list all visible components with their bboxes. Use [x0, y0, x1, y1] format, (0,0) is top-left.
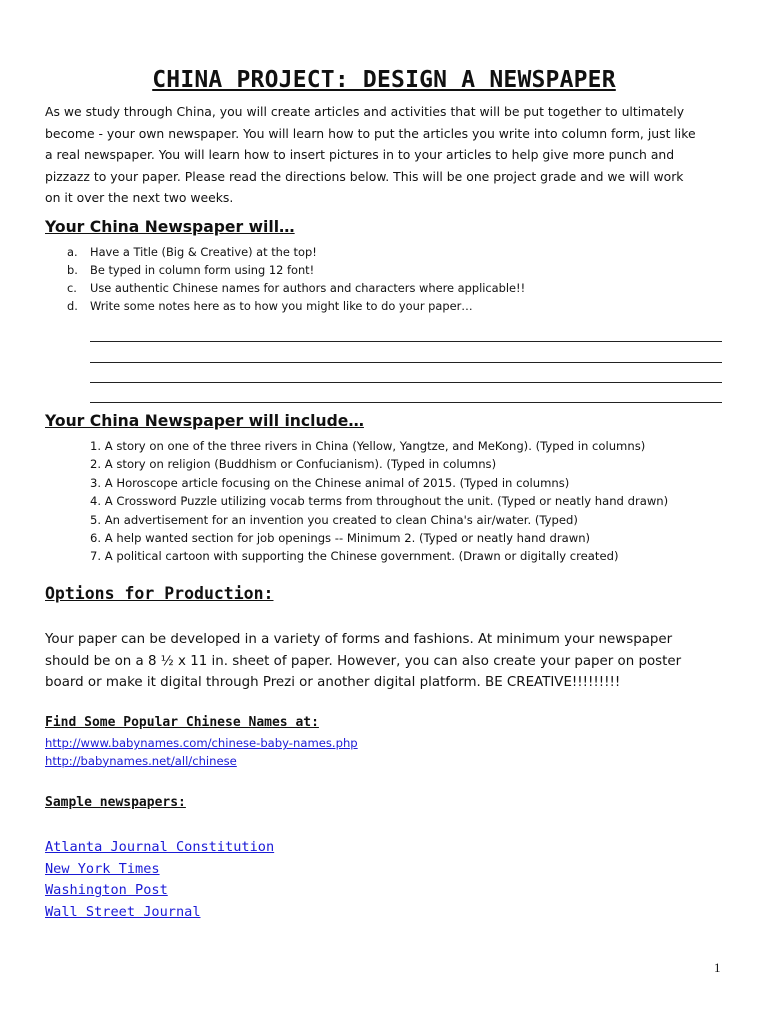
notes-lines [90, 322, 722, 403]
notes-line [90, 322, 722, 342]
options-line: Your paper can be developed in a variety of forms and fashions. At minimum your newspaper [45, 632, 673, 647]
list-item [45, 837, 274, 859]
list-marker: b. [67, 263, 78, 277]
list-item: 6. A help wanted section for job openings -- Minimum 2. (Typed or neatly hand drawn) [90, 531, 591, 546]
list-item: 4. A Crossword Puzzle utilizing vocab terms from throughout the unit. (Typed or neatly hand drawn) [90, 494, 669, 509]
list-item [45, 753, 358, 771]
page-title: CHINA PROJECT: DESIGN A NEWSPAPER [152, 67, 616, 94]
list-item [0, 261, 768, 279]
intro-line: on it over the next two weeks. [45, 190, 234, 206]
list-item: 2. A story on religion (Buddhism or Confucianism). (Typed in columns) [90, 457, 497, 472]
list-marker: c. [67, 281, 77, 295]
list-item [45, 859, 274, 881]
list-item-text: Have a Title (Big & Creative) at the top! [90, 245, 317, 259]
babynames-net-link[interactable]: http://babynames.net/all/chinese [45, 753, 237, 768]
options-line: board or make it digital through Prezi or another digital platform. BE CREATIVE!!!!!!!!! [45, 675, 621, 691]
intro-line: pizzazz to your paper. Please read the directions below. This will be one project grade and we will work [45, 168, 684, 184]
samples-heading: Sample newspapers: [45, 795, 186, 810]
names-links [45, 735, 358, 770]
list-marker: d. [67, 299, 78, 313]
list-marker: a. [67, 245, 78, 259]
options-paragraph [45, 629, 735, 694]
washington-post-link[interactable]: Washington Post [45, 882, 168, 899]
list-item [0, 243, 768, 261]
list-item [0, 297, 768, 315]
list-item: 3. A Horoscope article focusing on the Chinese animal of 2015. (Typed in columns) [90, 475, 570, 490]
names-heading: Find Some Popular Chinese Names at: [45, 715, 319, 730]
notes-line [90, 363, 722, 383]
section-heading-options: Options for Production: [45, 584, 274, 603]
intro-paragraph [45, 101, 735, 209]
list-item-text: Use authentic Chinese names for authors and characters where applicable!! [90, 281, 526, 295]
list-item [45, 880, 274, 902]
list-item [0, 279, 768, 297]
notes-line [90, 342, 722, 362]
list-item-text: Be typed in column form using 12 font! [90, 263, 315, 277]
intro-line: a real newspaper. You will learn how to insert pictures in to your articles to help give more punch and [45, 147, 675, 163]
notes-line [90, 383, 722, 403]
options-line: should be on a 8 ½ x 11 in. sheet of paper. However, you can also create your paper on poster [45, 653, 682, 669]
atlanta-journal-link[interactable]: Atlanta Journal Constitution [45, 839, 275, 855]
babynames-com-link[interactable]: http://www.babynames.com/chinese-baby-names.php [45, 736, 358, 750]
list-item: 1. A story on one of the three rivers in China (Yellow, Yangtze, and MeKong). (Typed in columns) [90, 439, 646, 453]
requirements-list [0, 243, 768, 315]
section-heading-include: Your China Newspaper will include… [45, 412, 364, 430]
page-number: 1 [714, 960, 721, 975]
wall-street-journal-link[interactable]: Wall Street Journal [45, 903, 201, 920]
list-item [45, 902, 274, 924]
include-list [90, 437, 668, 566]
intro-line: become - your own newspaper. You will learn how to put the articles you write into column form, just like [45, 125, 696, 141]
intro-line: As we study through China, you will create articles and activities that will be put together to ultimately [45, 104, 685, 119]
list-item [45, 735, 358, 753]
section-heading-will: Your China Newspaper will… [45, 218, 295, 236]
samples-links [45, 837, 274, 923]
list-item: 5. An advertisement for an invention you created to clean China's air/water. (Typed) [90, 512, 578, 527]
list-item-text: Write some notes here as to how you might like to do your paper… [90, 299, 473, 313]
list-item: 7. A political cartoon with supporting the Chinese government. (Drawn or digitally created) [90, 549, 619, 564]
new-york-times-link[interactable]: New York Times [45, 860, 160, 877]
